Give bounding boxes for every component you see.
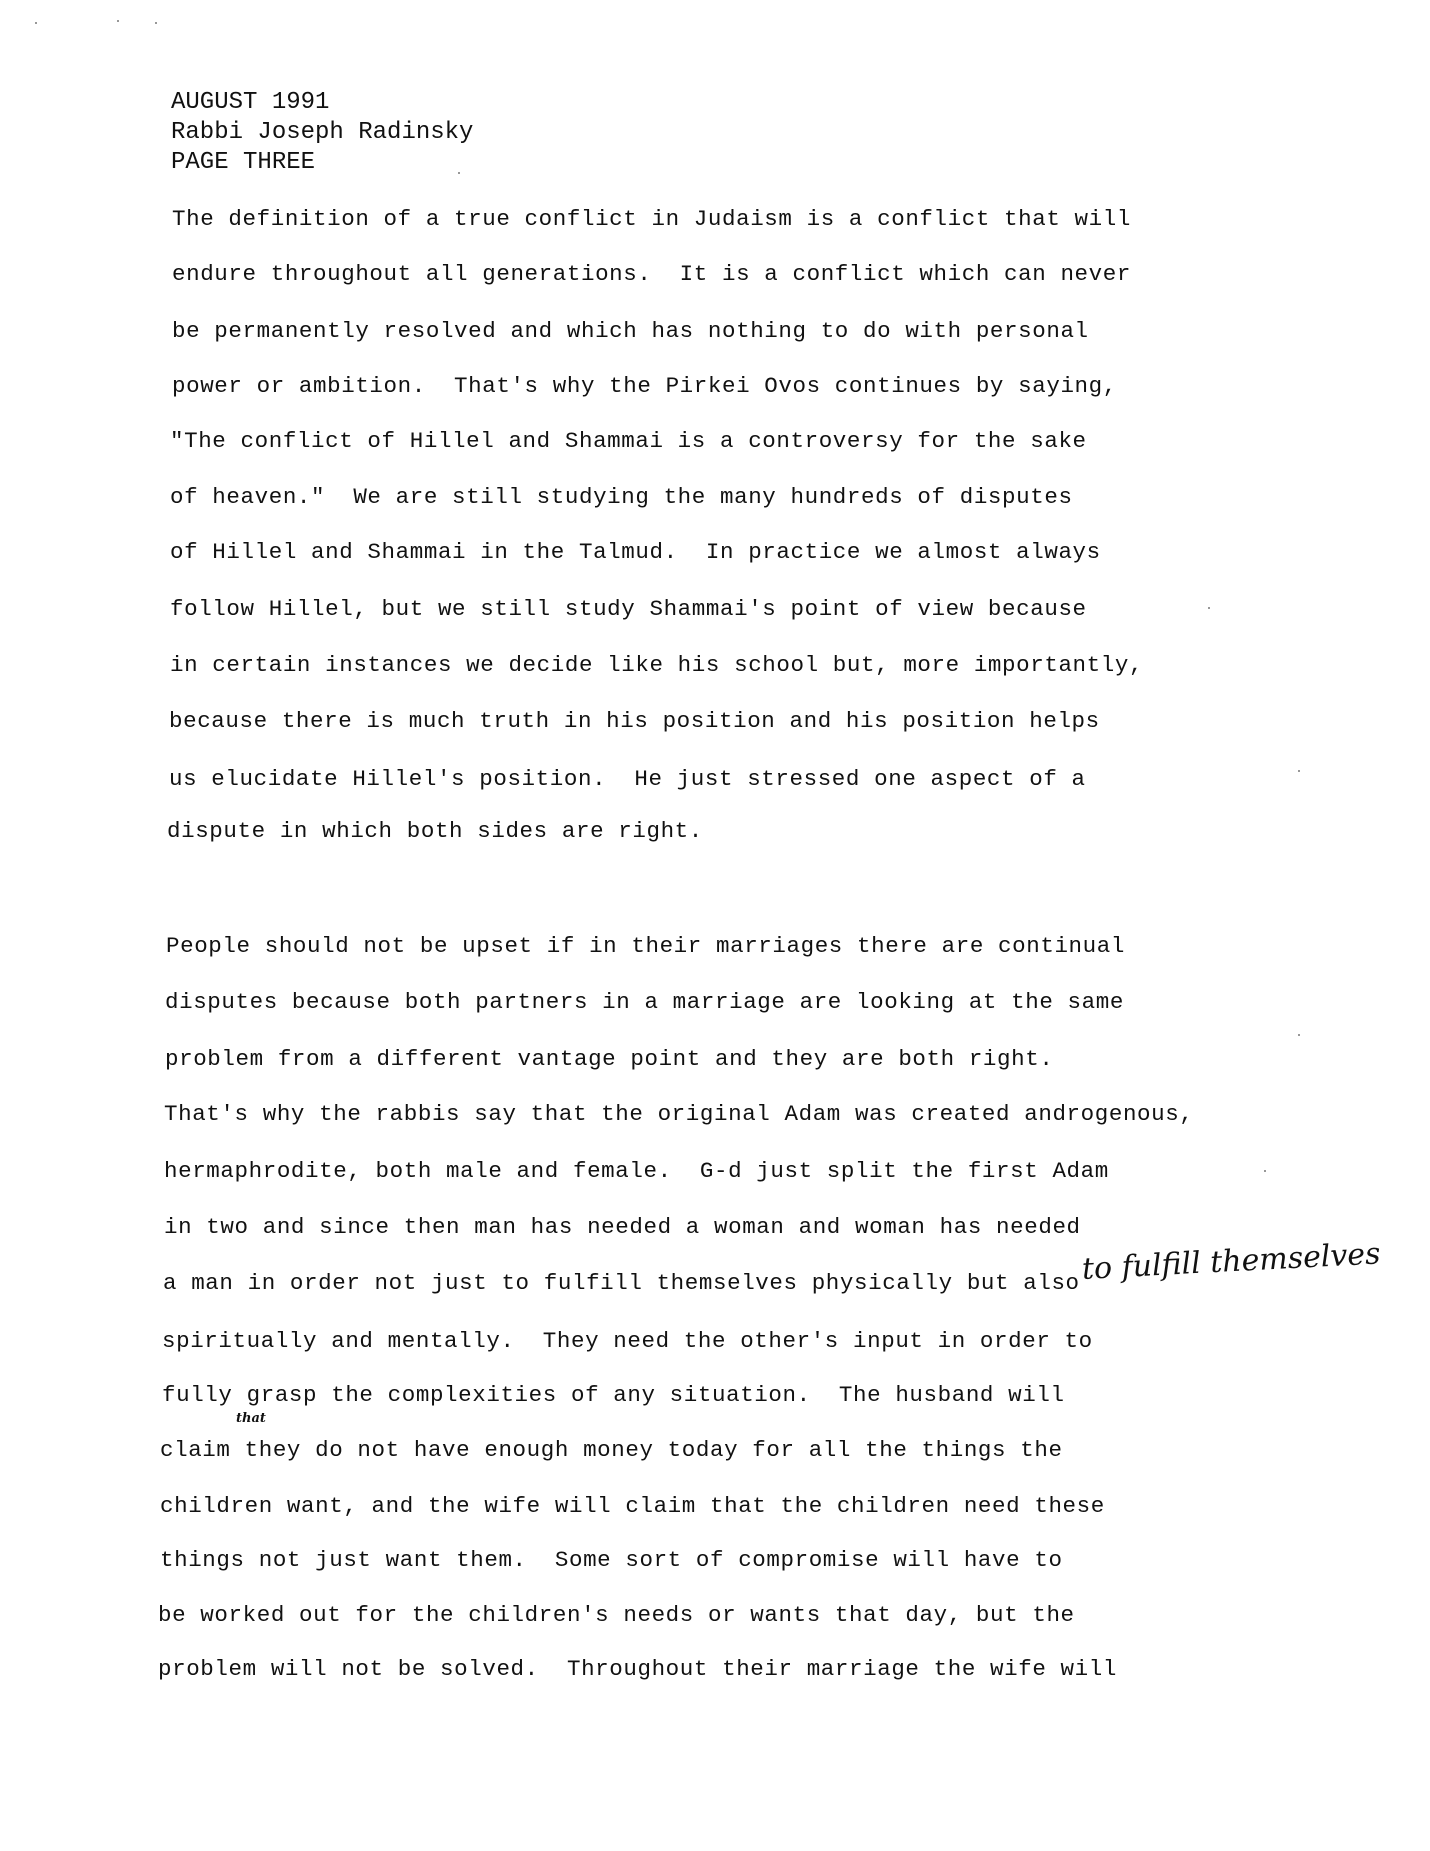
header-author: Rabbi Joseph Radinsky xyxy=(171,119,474,146)
scan-speck xyxy=(155,22,157,24)
header-date: AUGUST 1991 xyxy=(171,89,330,116)
text-line: because there is much truth in his position and his position helps xyxy=(169,708,1100,734)
text-line: The definition of a true conflict in Judaism is a conflict that will xyxy=(172,206,1131,232)
text-line: be worked out for the children's needs or wants that day, but the xyxy=(158,1602,1075,1628)
handwritten-interlinear-insert: that xyxy=(236,1411,266,1426)
text-line: of Hillel and Shammai in the Talmud. In practice we almost always xyxy=(170,539,1101,565)
text-line: fully grasp the complexities of any situation. The husband will xyxy=(162,1382,1065,1408)
scan-speck xyxy=(1208,607,1210,609)
text-line: a man in order not just to fulfill themselves physically but also xyxy=(163,1270,1080,1296)
text-line: claim they do not have enough money today for all the things the xyxy=(160,1437,1063,1463)
text-line: us elucidate Hillel's position. He just stressed one aspect of a xyxy=(169,766,1086,792)
text-line: That's why the rabbis say that the original Adam was created androgenous, xyxy=(164,1101,1194,1127)
text-line: in certain instances we decide like his school but, more importantly, xyxy=(170,652,1144,678)
scan-speck xyxy=(458,172,460,174)
text-line: endure throughout all generations. It is a conflict which can never xyxy=(172,261,1131,287)
text-line: spiritually and mentally. They need the other's input in order to xyxy=(162,1328,1093,1354)
text-line: follow Hillel, but we still study Shammai's point of view because xyxy=(170,596,1087,622)
scan-speck xyxy=(35,22,37,24)
text-line: power or ambition. That's why the Pirkei Ovos continues by saying, xyxy=(172,373,1117,399)
handwritten-margin-insert: to fulfill themselves xyxy=(1081,1236,1382,1287)
text-line: in two and since then man has needed a woman and woman has needed xyxy=(164,1214,1081,1240)
text-line: disputes because both partners in a marriage are looking at the same xyxy=(165,989,1124,1015)
document-header xyxy=(171,88,473,178)
text-line: hermaphrodite, both male and female. G-d just split the first Adam xyxy=(164,1158,1109,1184)
text-line: problem from a different vantage point and they are both right. xyxy=(165,1046,1054,1072)
text-line: dispute in which both sides are right. xyxy=(167,818,703,844)
text-line: "The conflict of Hillel and Shammai is a controversy for the sake xyxy=(170,428,1087,454)
text-line: be permanently resolved and which has nothing to do with personal xyxy=(172,318,1089,344)
text-line: People should not be upset if in their marriages there are continual xyxy=(166,933,1125,959)
scan-speck xyxy=(1298,770,1300,772)
text-line: things not just want them. Some sort of compromise will have to xyxy=(160,1547,1063,1573)
scan-speck xyxy=(1264,1170,1266,1172)
text-line: problem will not be solved. Throughout their marriage the wife will xyxy=(158,1656,1117,1682)
text-line: children want, and the wife will claim that the children need these xyxy=(160,1493,1105,1519)
scan-speck xyxy=(1298,1034,1300,1036)
header-page-label: PAGE THREE xyxy=(171,149,316,176)
text-line: of heaven." We are still studying the many hundreds of disputes xyxy=(170,484,1073,510)
scan-speck xyxy=(117,20,119,22)
